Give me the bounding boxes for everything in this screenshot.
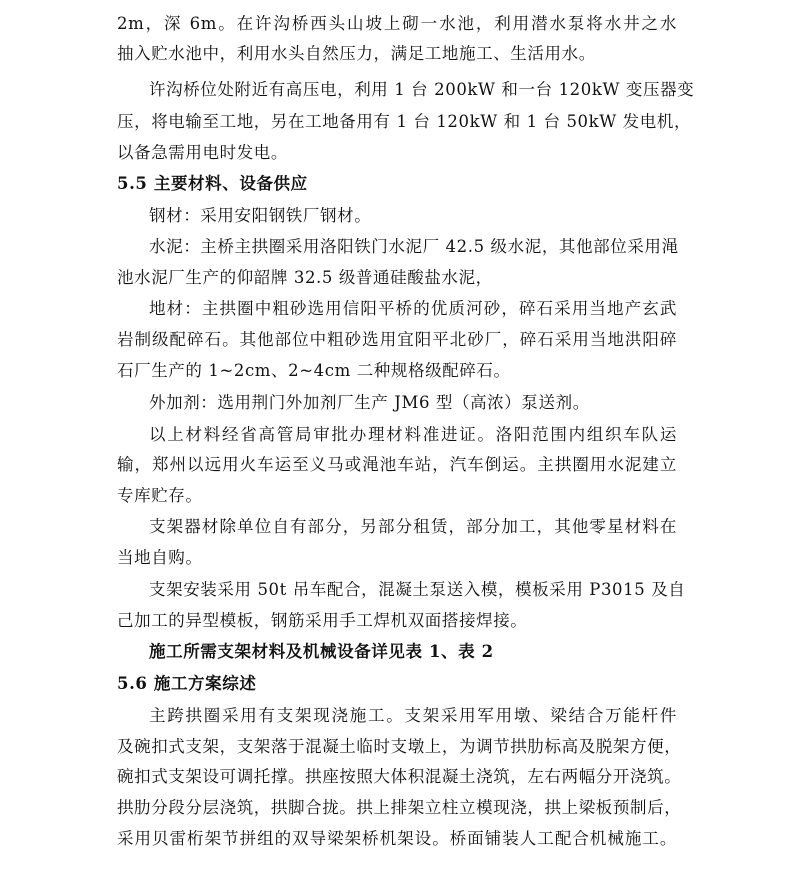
paragraph-line: 己加工的异型模板，钢筋采用手工焊机双面搭接焊接。 [117, 611, 528, 630]
paragraph-line: 主跨拱圈采用有支架现浇施工。支架采用军用墩、梁结合万能杆件 [149, 706, 677, 725]
paragraph-line: 外加剂：选用荆门外加剂厂生产 JM6 型（高浓）泵送剂。 [149, 393, 590, 412]
table-reference-note: 施工所需支架材料及机械设备详见表 1、表 2 [149, 642, 494, 661]
paragraph-line: 采用贝雷桁架节拼组的双导梁架桥机架设。桥面铺装人工配合机械施工。 [117, 829, 677, 848]
paragraph-line: 水泥：主桥主拱圈采用洛阳铁门水泥厂 42.5 级水泥，其他部位采用渑 [149, 237, 679, 256]
paragraph-line: 专库贮存。 [117, 486, 203, 505]
paragraph-line: 支架安装采用 50t 吊车配合，混凝土泵送入模，模板采用 P3015 及自 [149, 580, 686, 599]
paragraph-line: 抽入贮水池中，利用水头自然压力，满足工地施工、生活用水。 [117, 44, 596, 63]
section-heading-5-6: 5.6 施工方案综述 [117, 674, 257, 693]
paragraph-line: 钢材：采用安阳钢铁厂钢材。 [149, 206, 372, 225]
paragraph-line: 石厂生产的 1~2cm、2~4cm 二种规格级配碎石。 [117, 361, 511, 380]
paragraph-line: 支架器材除单位自有部分，另部分租赁，部分加工，其他零星材料在 [149, 517, 677, 536]
paragraph-line: 池水泥厂生产的仰韶牌 32.5 级普通硅酸盐水泥， [117, 268, 493, 287]
paragraph-line: 及碗扣式支架，支架落于混凝土临时支墩上，为调节拱肋标高及脱架方便， [117, 737, 682, 756]
paragraph-line: 输，郑州以远用火车运至义马或渑池车站，汽车倒运。主拱圈用水泥建立 [117, 455, 677, 474]
paragraph-line: 当地自购。 [117, 548, 203, 567]
paragraph-line: 地材：主拱圈中粗砂选用信阳平桥的优质河砂，碎石采用当地产玄武 [149, 299, 677, 318]
paragraph-line: 碗扣式支架设可调托撑。拱座按照大体积混凝土浇筑，左右两幅分开浇筑。 [117, 767, 682, 786]
paragraph-line: 2m，深 6m。在许沟桥西头山坡上砌一水池，利用潜水泵将水井之水 [117, 14, 677, 33]
paragraph-line: 压，将电输至工地，另在工地备用有 1 台 120kW 和 1 台 50kW 发电机， [117, 112, 692, 131]
section-heading-5-5: 5.5 主要材料、设备供应 [117, 174, 308, 193]
paragraph-line: 拱肋分段分层浇筑，拱脚合拢。拱上排架立柱立模现浇，拱上梁板预制后， [117, 798, 682, 817]
paragraph-line: 以备急需用电时发电。 [117, 143, 288, 162]
paragraph-line: 许沟桥位处附近有高压电，利用 1 台 200kW 和一台 120kW 变压器变 [149, 80, 695, 99]
paragraph-line: 以上材料经省高管局审批办理材料准进证。洛阳范围内组织车队运 [149, 425, 677, 444]
paragraph-line: 岩制级配碎石。其他部位中粗砂选用宜阳平北砂厂，碎石采用当地洪阳碎 [117, 330, 677, 349]
